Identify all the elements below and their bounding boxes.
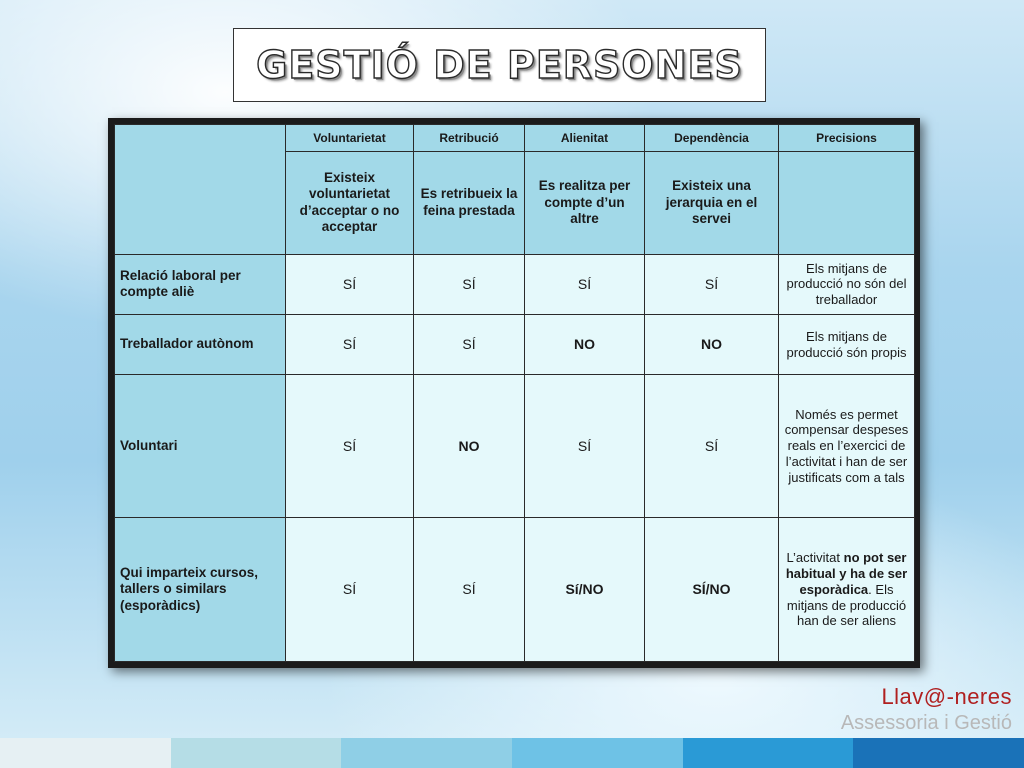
row-label: Treballador autònom (115, 315, 286, 375)
cell-value: SÍ (286, 254, 414, 314)
precision-text: L’activitat (786, 549, 844, 565)
brand-logo (841, 684, 1012, 735)
footer-stripe (683, 738, 854, 768)
footer-stripes (0, 738, 1024, 768)
cell-value: SÍ/NO (645, 518, 779, 662)
header-alienitat: Alienitat (525, 125, 645, 152)
cell-value: SÍ (286, 375, 414, 518)
cell-value: SÍ (525, 375, 645, 518)
header-precisions: Precisions (779, 125, 915, 152)
precision-text: . Els mitjans de producció han de ser aliens (786, 581, 907, 629)
row-label: Relació laboral per compte aliè (115, 254, 286, 314)
row-label: Qui imparteix cursos, tallers o similars (esporàdics) (115, 518, 286, 662)
row-label: Voluntari (115, 375, 286, 518)
subheader-alienitat: Es realitza per compte d’un altre (525, 152, 645, 255)
cell-precision: Només es permet compensar despeses reals en l’exercici de l’activitat i han de ser justificats com a tals (779, 375, 915, 518)
cell-value: SÍ (414, 315, 525, 375)
brand-subtitle: Assessoria i Gestió (840, 712, 1012, 734)
cell-value: NO (645, 315, 779, 375)
precision-emphasis: no pot ser habitual y ha de ser esporàdica (785, 549, 908, 597)
header-retribucio: Retribució (414, 125, 525, 152)
cell-value: SÍ (645, 375, 779, 518)
cell-value: NO (414, 375, 525, 518)
table-row (115, 254, 915, 314)
cell-precision: Els mitjans de producció no són del treballador (779, 254, 915, 314)
table-row (115, 315, 915, 375)
subheader-retribucio: Es retribueix la feina prestada (414, 152, 525, 255)
header-row (115, 125, 915, 152)
cell-value: Sí/NO (525, 518, 645, 662)
title-box (233, 28, 766, 102)
subheader-dependencia: Existeix una jerarquia en el servei (645, 152, 779, 255)
footer-stripe (512, 738, 683, 768)
cell-value: SÍ (414, 518, 525, 662)
cell-value: NO (525, 315, 645, 375)
cell-precision: Els mitjans de producció són propis (779, 315, 915, 375)
cell-value: SÍ (286, 315, 414, 375)
comparison-table-frame (108, 118, 920, 668)
cell-value: SÍ (645, 254, 779, 314)
cell-value: SÍ (525, 254, 645, 314)
corner-cell (115, 125, 286, 255)
footer-stripe (171, 738, 342, 768)
cell-value: SÍ (286, 518, 414, 662)
footer-stripe (853, 738, 1024, 768)
header-voluntarietat: Voluntarietat (286, 125, 414, 152)
subheader-precisions (779, 152, 915, 255)
comparison-table (114, 124, 915, 662)
cell-value: SÍ (414, 254, 525, 314)
slide-title: GESTIÓ DE PERSONES (256, 43, 743, 87)
header-dependencia: Dependència (645, 125, 779, 152)
subheader-voluntarietat: Existeix voluntarietat d’acceptar o no acceptar (286, 152, 414, 255)
footer-stripe (341, 738, 512, 768)
footer-stripe (0, 738, 171, 768)
cell-precision (779, 518, 915, 662)
brand-name: Llav@-neres (881, 684, 1012, 709)
table-row (115, 518, 915, 662)
table-row (115, 375, 915, 518)
